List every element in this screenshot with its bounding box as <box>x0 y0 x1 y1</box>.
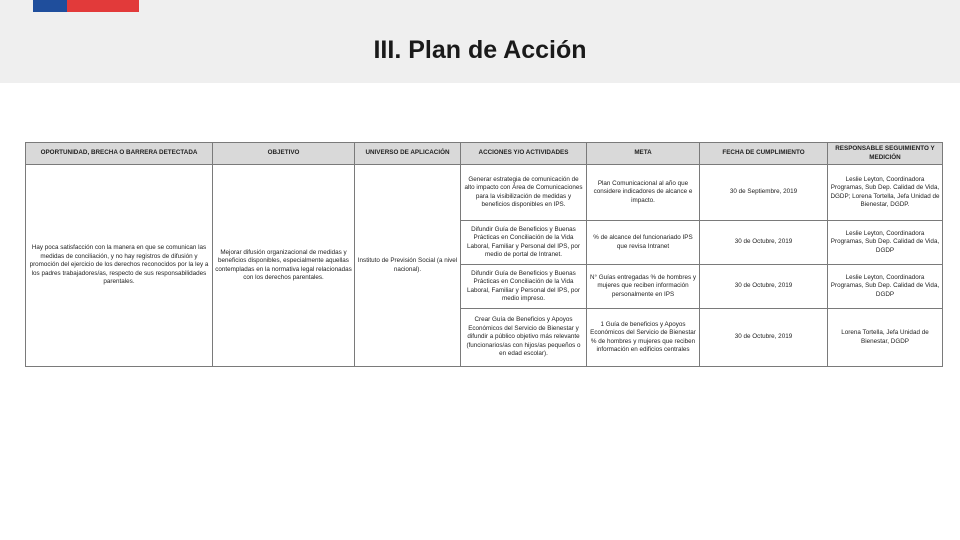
header-objetivo: OBJETIVO <box>213 143 355 165</box>
header-fecha: FECHA DE CUMPLIMIENTO <box>700 143 828 165</box>
cell-fecha: 30 de Octubre, 2019 <box>700 221 828 265</box>
cell-responsable: Leslie Leyton, Coordinadora Programas, Sub Dep. Calidad de Vida, DGDP <box>828 221 943 265</box>
cell-responsable: Lorena Tortella, Jefa Unidad de Bienestar, DGDP <box>828 309 943 367</box>
action-plan-table <box>25 142 943 367</box>
cell-responsable: Leslie Leyton, Coordinadora Programas, Sub Dep. Calidad de Vida, DGDP <box>828 265 943 309</box>
cell-oportunidad: Hay poca satisfacción con la manera en que se comunican las medidas de conciliación, y no hay registros de difusión y promoción del ejercicio de los derechos reconocidos por la ley a los padres trabajadores/as, respecto de sus responsabilidades parentales. <box>26 165 213 367</box>
flag-red-stripe <box>67 0 139 12</box>
cell-fecha: 30 de Septiembre, 2019 <box>700 165 828 221</box>
cell-meta: N° Guías entregadas % de hombres y mujeres que reciben información personalmente en IPS <box>587 265 700 309</box>
header-responsable: RESPONSABLE SEGUIMIENTO Y MEDICIÓN <box>828 143 943 165</box>
cell-accion: Generar estrategia de comunicación de alto impacto con Área de Comunicaciones para la visibilización de medidas y beneficios disponibles en IPS. <box>461 165 587 221</box>
header-meta: META <box>587 143 700 165</box>
header-bar <box>0 0 960 83</box>
cell-universo: Instituto de Previsión Social (a nivel nacional). <box>355 165 461 367</box>
header-universo: UNIVERSO DE APLICACIÓN <box>355 143 461 165</box>
cell-objetivo: Mejorar difusión organizacional de medidas y beneficios disponibles, especialmente aquellas contempladas en la normativa legal relacionadas con los derechos parentales. <box>213 165 355 367</box>
cell-accion: Crear Guía de Beneficios y Apoyos Económicos del Servicio de Bienestar y difundir a público objetivo más relevante (funcionarios/as con hijos/as pequeños o en edad escolar). <box>461 309 587 367</box>
table-row <box>26 165 943 221</box>
cell-fecha: 30 de Octubre, 2019 <box>700 309 828 367</box>
cell-responsable: Leslie Leyton, Coordinadora Programas, Sub Dep. Calidad de Vida, DGDP; Lorena Tortella, Jefa Unidad de Bienestar, DGDP. <box>828 165 943 221</box>
cell-accion: Difundir Guía de Beneficios y Buenas Prácticas en Conciliación de la Vida Laboral, Familiar y Personal del IPS, por medio de portal de Intranet. <box>461 221 587 265</box>
flag-blue-stripe <box>33 0 67 12</box>
cell-meta: 1 Guía de beneficios y Apoyos Económicos del Servicio de Bienestar % de hombres y mujeres que reciben información en edificios centrales <box>587 309 700 367</box>
table-header-row <box>26 143 943 165</box>
cell-fecha: 30 de Octubre, 2019 <box>700 265 828 309</box>
page-title: III. Plan de Acción <box>373 36 587 64</box>
cell-meta: % de alcance del funcionariado IPS que revisa Intranet <box>587 221 700 265</box>
cell-accion: Difundir Guía de Beneficios y Buenas Prácticas en Conciliación de la Vida Laboral, Familiar y Personal del IPS, por medio impreso. <box>461 265 587 309</box>
header-acciones: ACCIONES Y/O ACTIVIDADES <box>461 143 587 165</box>
header-oportunidad: OPORTUNIDAD, BRECHA O BARRERA DETECTADA <box>26 143 213 165</box>
cell-meta: Plan Comunicacional al año que considere indicadores de alcance e impacto. <box>587 165 700 221</box>
